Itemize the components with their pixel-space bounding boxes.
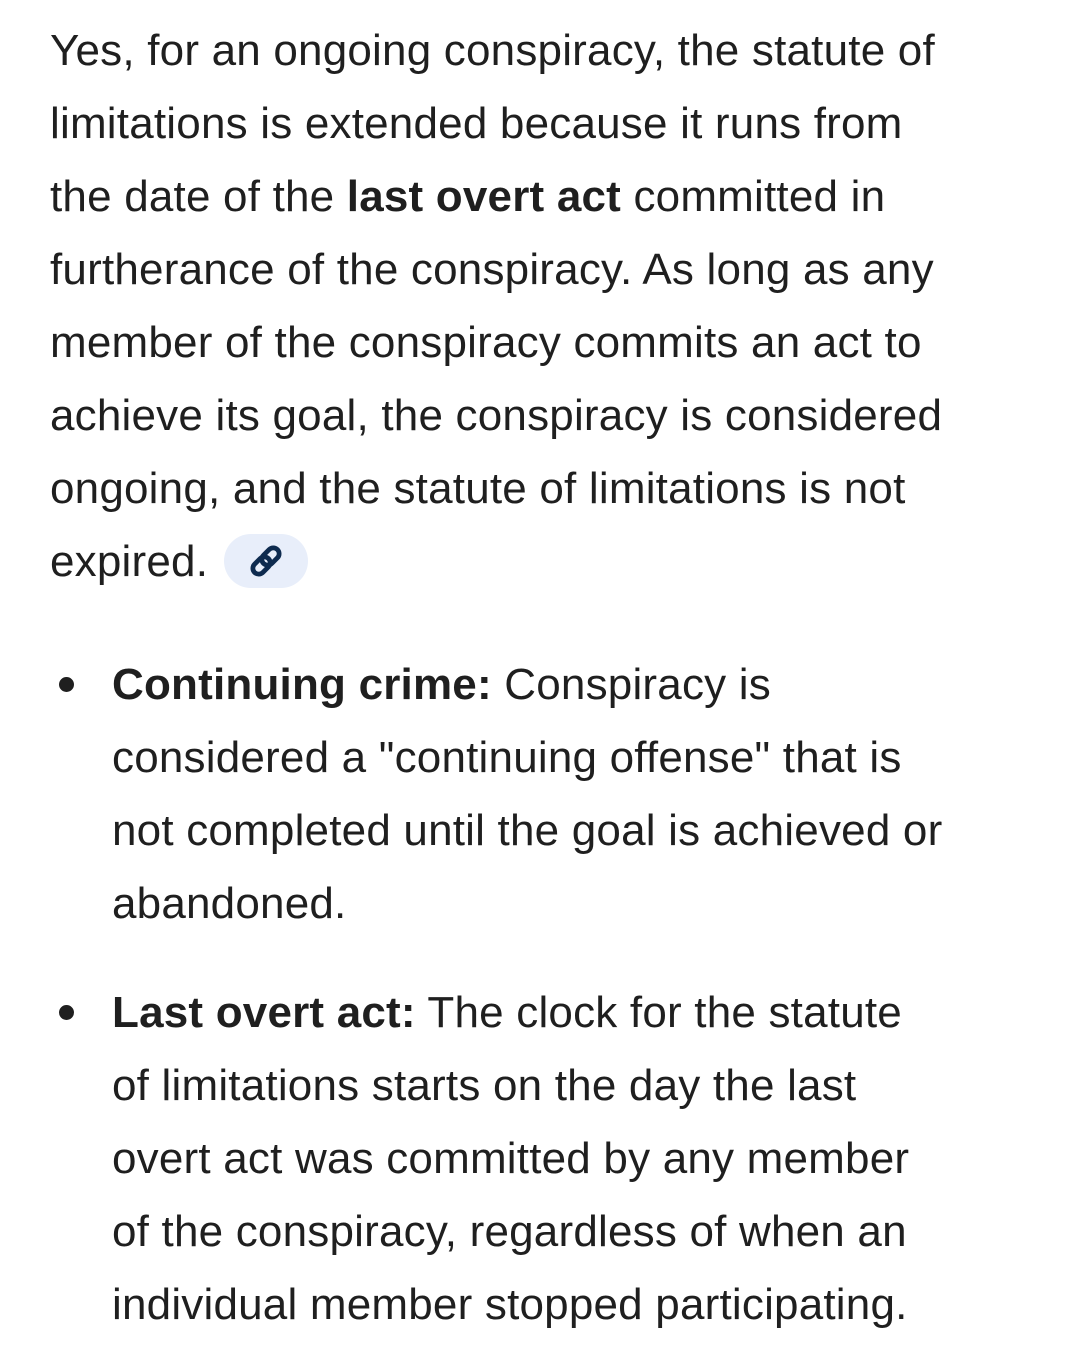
paragraph-line: member of the conspiracy commits an act to: [50, 318, 922, 367]
bullet-icon: [59, 1005, 74, 1020]
bullet-line: overt act was committed by any member: [112, 1134, 910, 1183]
bullet-line: of limitations starts on the day the last: [112, 1061, 857, 1110]
paragraph-line: [50, 525, 1030, 598]
bullet-text: The clock for the statute: [415, 988, 902, 1037]
bullet-text: Conspiracy is: [491, 660, 771, 709]
bullet-line: individual member stopped participating.: [112, 1280, 908, 1329]
paragraph-line: [50, 160, 1030, 233]
bullet-lead: Last overt act:: [112, 988, 416, 1037]
paragraph-text: committed in: [621, 172, 886, 221]
bullet-icon: [59, 677, 74, 692]
bullet-line: considered a "continuing offense" that is: [112, 733, 902, 782]
paragraph-text: expired.: [50, 537, 209, 586]
list-item-continuing-crime: [50, 648, 1030, 940]
link-icon: [247, 542, 285, 580]
paragraph-line: furtherance of the conspiracy. As long as any: [50, 245, 934, 294]
bullet-line: of the conspiracy, regardless of when an: [112, 1207, 907, 1256]
list-item-last-overt-act: [50, 976, 1030, 1341]
bold-phrase-last-overt-act: last overt act: [346, 172, 622, 221]
paragraph-line: ongoing, and the statute of limitations is not: [50, 464, 906, 513]
bullet-line: [112, 648, 1030, 721]
paragraph-text: the date of the: [50, 172, 347, 221]
bullet-line: abandoned.: [112, 879, 347, 928]
bullet-line: not completed until the goal is achieved or: [112, 806, 943, 855]
bullet-list: [50, 648, 1030, 1341]
bullet-lead: Continuing crime:: [112, 660, 492, 709]
paragraph-line: Yes, for an ongoing conspiracy, the statute of: [50, 26, 935, 75]
answer-paragraph: [50, 14, 1030, 598]
bullet-line: [112, 976, 1030, 1049]
paragraph-line: limitations is extended because it runs from: [50, 99, 903, 148]
source-link-chip[interactable]: [224, 534, 308, 588]
paragraph-line: achieve its goal, the conspiracy is considered: [50, 391, 943, 440]
